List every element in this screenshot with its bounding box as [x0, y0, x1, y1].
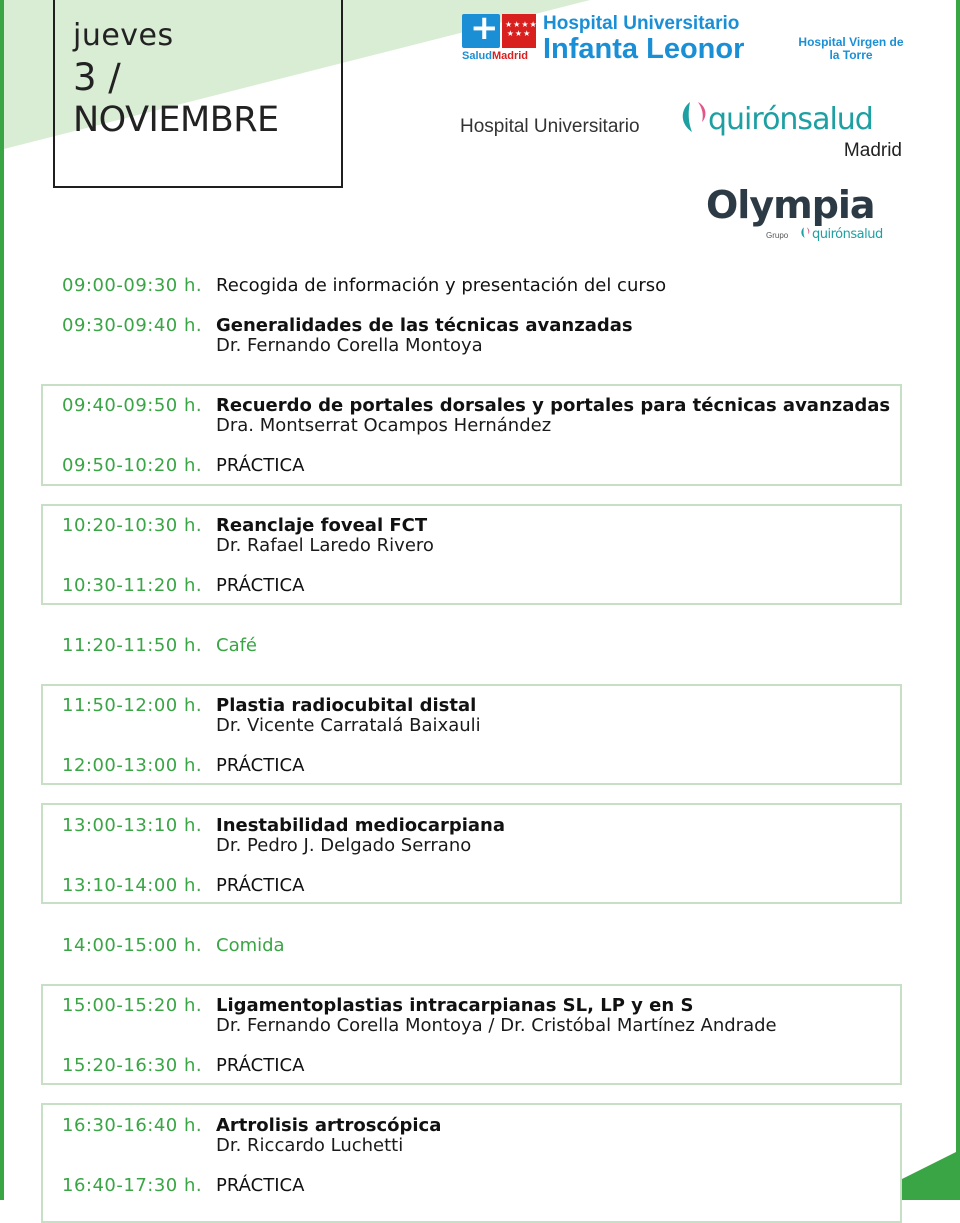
schedule-title: PRÁCTICA: [216, 455, 305, 476]
schedule-speaker: Dr. Pedro J. Delgado Serrano: [216, 835, 472, 856]
schedule-time: 11:20-11:50 h.: [62, 635, 203, 656]
schedule-title: Comida: [216, 935, 285, 956]
quironsalud-leaf-small-icon: [799, 226, 813, 240]
schedule-title: Artrolisis artroscópica: [216, 1115, 442, 1136]
schedule-speaker: Dr. Fernando Corella Montoya / Dr. Cristóbal Martínez Andrade: [216, 1015, 777, 1036]
madrid-flag-icon: ★★★★ ★★★: [502, 14, 536, 48]
quiron-prefix: Hospital Universitario: [460, 116, 640, 137]
hospital-line1: Hospital Universitario: [543, 13, 740, 34]
schedule-time: 16:40-17:30 h.: [62, 1175, 203, 1196]
schedule-speaker: Dr. Vicente Carratalá Baixauli: [216, 715, 481, 736]
quironsalud-logo: [460, 96, 905, 166]
hospital-virgen-logo: Hospital Virgen de la Torre: [798, 35, 904, 62]
olympia-name: Olympia: [706, 183, 875, 227]
schedule-speaker: Dr. Fernando Corella Montoya: [216, 335, 483, 356]
quiron-name: quirónsalud: [708, 102, 873, 137]
schedule-title: Ligamentoplastias intracarpianas SL, LP y en S: [216, 995, 694, 1016]
salud-madrid-text: SaludMadrid: [462, 50, 529, 62]
schedule-time: 15:20-16:30 h.: [62, 1055, 203, 1076]
schedule-time: 09:50-10:20 h.: [62, 455, 203, 476]
schedule-title: Generalidades de las técnicas avanzadas: [216, 315, 633, 336]
schedule-speaker: Dr. Rafael Laredo Rivero: [216, 535, 434, 556]
salud-madrid-logo: [462, 14, 542, 64]
schedule-title: PRÁCTICA: [216, 1055, 305, 1076]
schedule-time: 09:00-09:30 h.: [62, 275, 203, 296]
date-month: NOVIEMBRE: [73, 100, 279, 140]
schedule-time: 15:00-15:20 h.: [62, 995, 203, 1016]
schedule-title: Reanclaje foveal FCT: [216, 515, 428, 536]
hospital-infanta-leonor-logo: [543, 14, 744, 64]
date-day: 3 /: [73, 56, 121, 99]
olympia-grupo: Grupo: [766, 231, 789, 240]
date-box: [53, 0, 343, 188]
schedule-time: 13:00-13:10 h.: [62, 815, 203, 836]
schedule-title: Inestabilidad mediocarpiana: [216, 815, 506, 836]
schedule-title: Recuerdo de portales dorsales y portales para técnicas avanzadas: [216, 395, 891, 416]
schedule-title: Plastia radiocubital distal: [216, 695, 477, 716]
schedule-speaker: Dr. Riccardo Luchetti: [216, 1135, 404, 1156]
schedule-time: 13:10-14:00 h.: [62, 875, 203, 896]
schedule-time: 14:00-15:00 h.: [62, 935, 203, 956]
hospital-line2: Infanta Leonor: [543, 33, 745, 65]
schedule-time: 11:50-12:00 h.: [62, 695, 203, 716]
schedule-title: PRÁCTICA: [216, 1175, 305, 1196]
salud-cross-icon: [462, 14, 500, 48]
schedule-time: 09:30-09:40 h.: [62, 315, 203, 336]
schedule-time: 09:40-09:50 h.: [62, 395, 203, 416]
schedule-title: Café: [216, 635, 258, 656]
date-weekday: jueves: [73, 18, 174, 53]
schedule-title: Recogida de información y presentación del curso: [216, 275, 667, 296]
olympia-logo: [706, 183, 906, 248]
schedule-time: 16:30-16:40 h.: [62, 1115, 203, 1136]
quiron-city: Madrid: [843, 140, 902, 161]
schedule-time: 10:20-10:30 h.: [62, 515, 203, 536]
schedule-title: PRÁCTICA: [216, 875, 305, 896]
schedule-title: PRÁCTICA: [216, 575, 305, 596]
schedule-title: PRÁCTICA: [216, 755, 305, 776]
schedule-time: 12:00-13:00 h.: [62, 755, 203, 776]
olympia-sub: quirónsalud: [812, 227, 883, 242]
schedule-speaker: Dra. Montserrat Ocampos Hernández: [216, 415, 552, 436]
schedule-time: 10:30-11:20 h.: [62, 575, 203, 596]
